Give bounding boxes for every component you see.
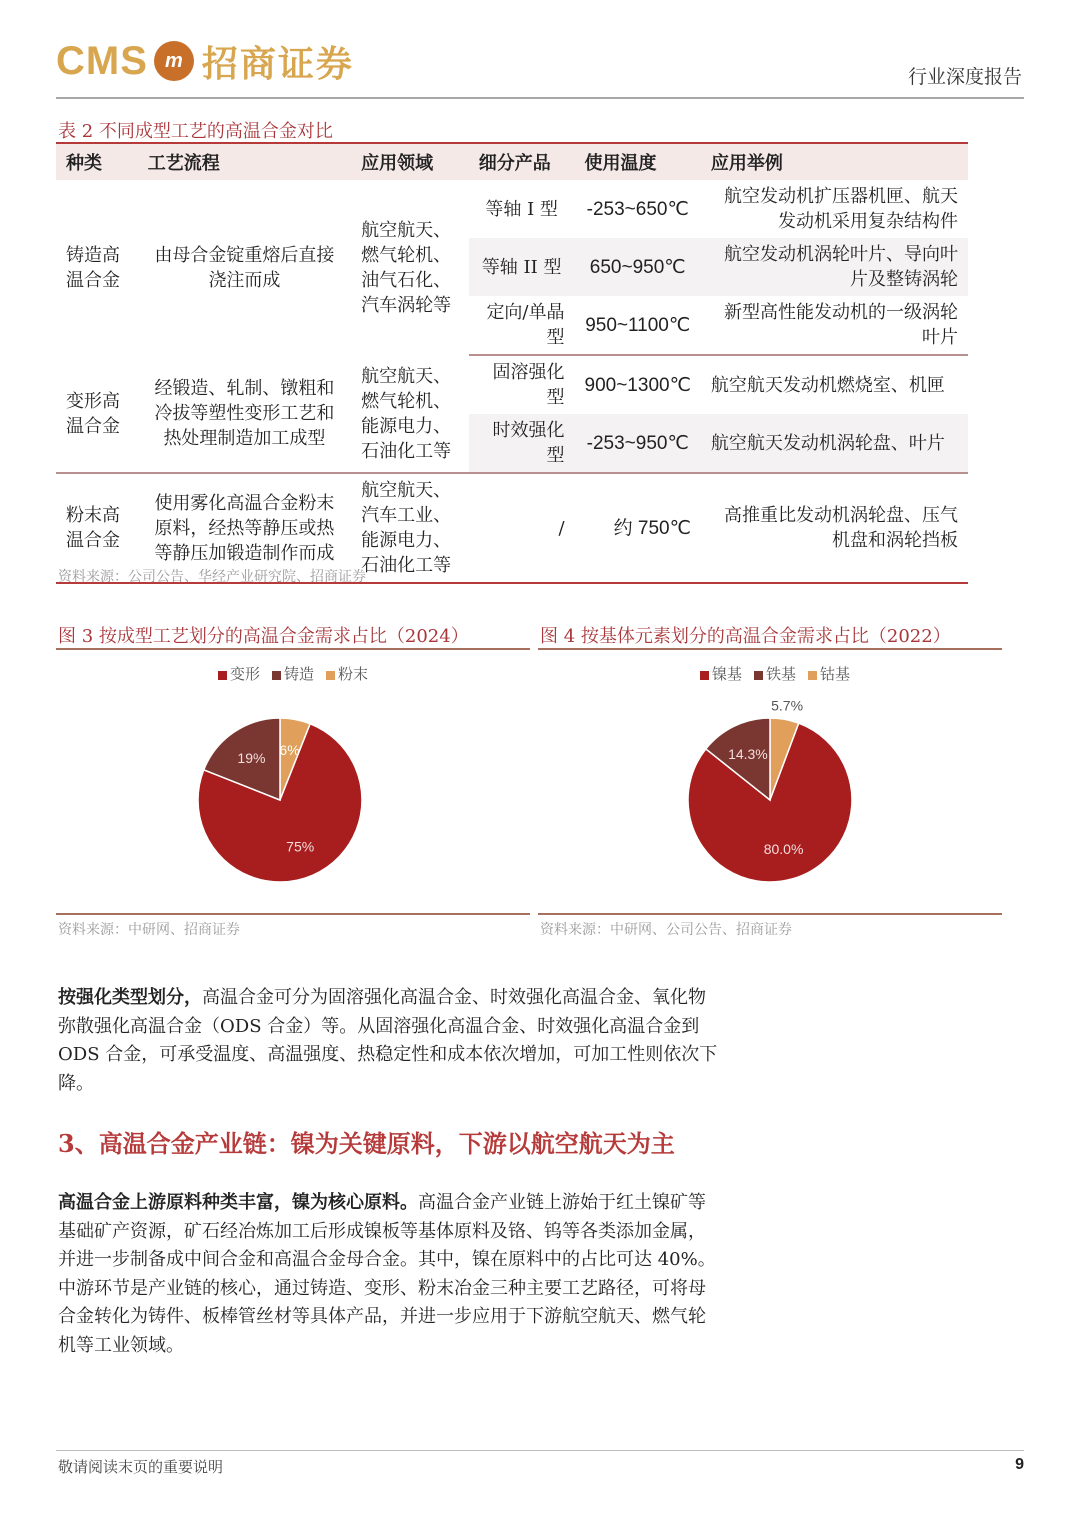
table-header-row [56, 143, 968, 180]
col-header: 细分产品 [469, 143, 575, 180]
cell-temp: 650~950℃ [575, 238, 701, 296]
footer-note: 敬请阅读末页的重要说明 [58, 1458, 224, 1476]
table-row [56, 180, 968, 238]
cell-example: 新型高性能发动机的一级涡轮叶片 [701, 296, 968, 355]
cell-application: 航空航天、燃气轮机、能源电力、石油化工等 [351, 355, 469, 473]
cell-temp: -253~950℃ [575, 414, 701, 473]
col-header: 种类 [56, 143, 138, 180]
pie-label-粉末: 6% [279, 742, 300, 759]
cell-example: 航空航天发动机涡轮盘、叶片 [701, 414, 968, 473]
para-text: 高温合金可分为固溶强化高温合金、时效强化高温合金、氧化物弥散强化高温合金（ODS 合金）等。从固溶强化高温合金、时效强化高温合金到 ODS 合金，可承受温度、高温强度、热稳定性和成本依次增加，可加工性则依次下降。 [58, 987, 718, 1094]
legend-item: 铸造 [272, 663, 314, 684]
cell-example: 航空发动机涡轮叶片、导向叶片及整铸涡轮 [701, 238, 968, 296]
cell-type: 铸造高温合金 [66, 244, 120, 291]
fig4-legend [700, 663, 850, 684]
cell-example: 航空航天发动机燃烧室、机匣 [710, 374, 945, 396]
company-logo [56, 36, 354, 86]
legend-item: 镍基 [700, 663, 742, 684]
table-source: 资料来源：公司公告、华经产业研究院、招商证券 [58, 569, 366, 585]
pie-label-铸造: 19% [237, 749, 266, 766]
para-lead: 高温合金上游原料种类丰富，镍为核心原料。 [58, 1192, 418, 1213]
para-lead: 按强化类型划分， [58, 987, 202, 1008]
cell-product: 定向/单晶型 [469, 296, 575, 355]
cell-temp: -253~650℃ [586, 198, 689, 220]
fig4-pie-chart [670, 690, 870, 900]
legend-item: 变形 [218, 663, 260, 684]
fig3-top-line [56, 648, 530, 650]
fig3-pie-chart [180, 690, 380, 900]
report-type: 行业深度报告 [907, 66, 1022, 88]
cell-type: 粉末高温合金 [56, 473, 138, 583]
col-header: 应用举例 [701, 143, 968, 180]
para-text: 高温合金产业链上游始于红土镍矿等基础矿产资源，矿石经冶炼加工后形成镍板等基体原料及铬、钨等各类添加金属，并进一步制备成中间合金和高温合金母合金。其中，镍在原料中的占比可达 40%。中游环节是产业链的核心，通过铸造、变形、粉末冶金三种主要工艺路径，可将母合金转化为铸件、板棒管丝材等具体产品，并进一步应用于下游航空航天、燃气轮机等工业领域。 [58, 1192, 716, 1356]
fig3-bottom-line [56, 913, 530, 915]
pie-label-镍基: 80.0% [763, 840, 804, 857]
table-row [56, 355, 968, 414]
cell-product: 固溶强化型 [492, 362, 565, 408]
cell-product: 时效强化型 [469, 414, 575, 473]
paragraph-strengthening [58, 984, 722, 1098]
cell-process: 由母合金锭重熔后直接浇注而成 [154, 244, 335, 291]
fig3-source: 资料来源：中研网、招商证券 [58, 922, 240, 938]
cell-process: 经锻造、轧制、镦粗和冷拔等塑性变形工艺和热处理制造加工成型 [138, 355, 351, 473]
col-header: 应用领域 [351, 143, 469, 180]
logo-cms-text: CMS [56, 38, 148, 83]
legend-item: 钴基 [808, 663, 850, 684]
cell-process: 使用雾化高温合金粉末原料，经热等静压或热等静压加锻造制作而成 [138, 473, 351, 583]
fig4-bottom-line [538, 913, 1002, 915]
fig3-legend [218, 663, 368, 684]
section-title: 3、高温合金产业链：镍为关键原料，下游以航空航天为主 [58, 1129, 675, 1158]
logo-badge-icon: m [154, 41, 194, 81]
cell-product: / [469, 473, 575, 583]
cell-product: 等轴 I 型 [485, 198, 558, 220]
pie-label-变形: 75% [286, 838, 315, 855]
cell-product: 等轴 II 型 [469, 238, 575, 296]
cell-example: 航空发动机扩压器机匣、航天发动机采用复杂结构件 [724, 186, 958, 232]
header-divider [56, 97, 1024, 99]
logo-chinese-name: 招商证券 [201, 42, 354, 85]
footer-divider [56, 1450, 1024, 1451]
cell-temp: 900~1300℃ [584, 374, 691, 396]
legend-item: 粉末 [326, 663, 368, 684]
table-caption: 表 2 不同成型工艺的高温合金对比 [58, 121, 333, 142]
col-header: 使用温度 [575, 143, 701, 180]
cell-temp: 约 750℃ [575, 473, 701, 583]
cell-application: 航空航天、燃气轮机、油气石化、汽车涡轮等 [361, 219, 452, 316]
pie-label-钴基: 5.7% [771, 697, 804, 714]
page-number: 9 [1015, 1456, 1024, 1473]
cell-application: 航空航天、汽车工业、能源电力、石油化工等 [351, 473, 469, 583]
pie-label-铁基: 14.3% [728, 746, 768, 763]
alloy-process-table [56, 142, 968, 584]
legend-item: 铁基 [754, 663, 796, 684]
cell-example: 高推重比发动机涡轮盘、压气机盘和涡轮挡板 [701, 473, 968, 583]
cell-temp: 950~1100℃ [575, 296, 701, 355]
col-header: 工艺流程 [138, 143, 351, 180]
paragraph-supply-chain [58, 1189, 722, 1360]
fig4-source: 资料来源：中研网、公司公告、招商证券 [540, 922, 792, 938]
cell-type: 变形高温合金 [56, 355, 138, 473]
fig3-title: 图 3 按成型工艺划分的高温合金需求占比（2024） [58, 626, 469, 647]
fig4-title: 图 4 按基体元素划分的高温合金需求占比（2022） [540, 626, 951, 647]
fig4-top-line [538, 648, 1002, 650]
